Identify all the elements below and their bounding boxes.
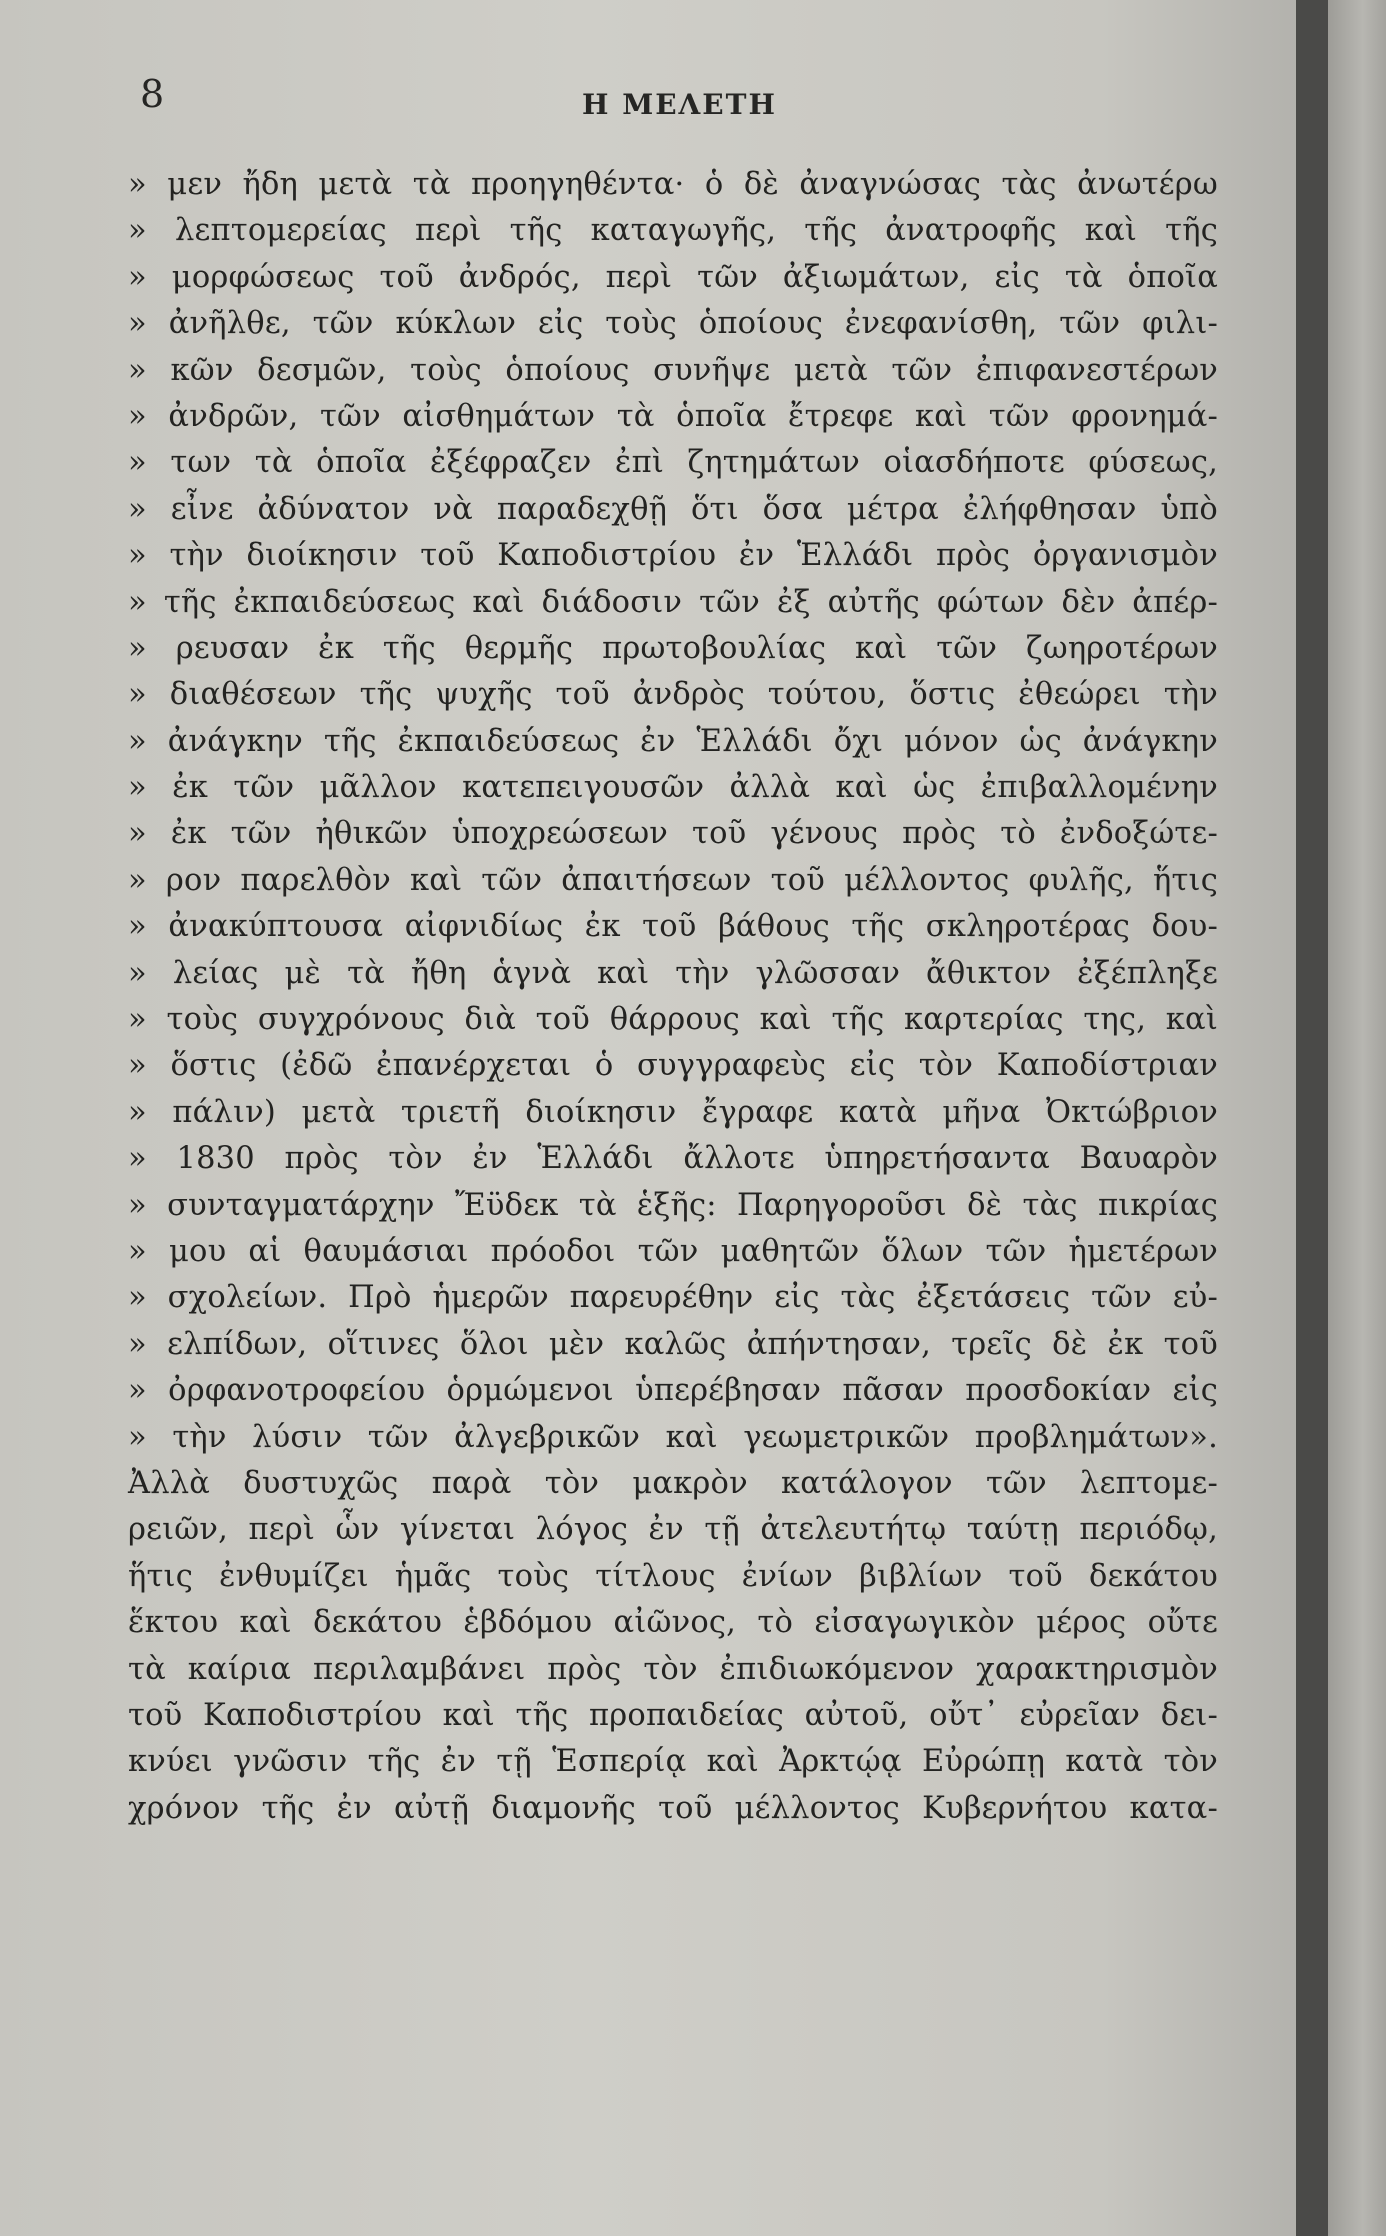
text-line: » συνταγματάρχην Ἔϋδεκ τὰ ἑξῆς: Παρηγοροῦσι δὲ τὰς πικρίας xyxy=(128,1187,1218,1223)
text-line: » ρον παρελθὸν καὶ τῶν ἀπαιτήσεων τοῦ μέλλοντος φυλῆς, ἥτις xyxy=(128,862,1218,898)
text-line: » τὴν διοίκησιν τοῦ Καποδιστρίου ἐν Ἑλλάδι πρὸς ὀργανισμὸν xyxy=(128,538,1218,574)
text-line: » μεν ἤδη μετὰ τὰ προηγηθέντα· ὁ δὲ ἀναγνώσας τὰς ἀνωτέρω xyxy=(128,167,1218,202)
text-line: » μορφώσεως τοῦ ἀνδρός, περὶ τῶν ἀξιωμάτων, εἰς τὰ ὁποῖα xyxy=(128,259,1218,295)
text-line: χρόνον τῆς ἐν αὐτῇ διαμονῆς τοῦ μέλλοντος Κυβερνήτου κατα- xyxy=(128,1790,1218,1826)
text-line: ἕκτου καὶ δεκάτου ἑβδόμου αἰῶνος, τὸ εἰσαγωγικὸν μέρος οὔτε xyxy=(128,1605,1218,1641)
text-line: » τῆς ἐκπαιδεύσεως καὶ διάδοσιν τῶν ἐξ αὐτῆς φώτων δὲν ἀπέρ- xyxy=(128,584,1218,620)
text-line: » πάλιν) μετὰ τριετῆ διοίκησιν ἔγραφε κατὰ μῆνα Ὀκτώβριον xyxy=(128,1094,1218,1130)
text-line: » ἀνακύπτουσα αἰφνιδίως ἐκ τοῦ βάθους τῆς σκληροτέρας δου- xyxy=(128,909,1218,945)
text-line: » μου αἱ θαυμάσιαι πρόοδοι τῶν μαθητῶν ὅλων τῶν ἡμετέρων xyxy=(128,1233,1218,1269)
text-line: ἥτις ἐνθυμίζει ἡμᾶς τοὺς τίτλους ἐνίων βιβλίων τοῦ δεκάτου xyxy=(128,1558,1218,1594)
text-line: » ἀνδρῶν, τῶν αἰσθημάτων τὰ ὁποῖα ἔτρεφε καὶ τῶν φρονημά- xyxy=(128,398,1218,434)
text-line: » ὀρφανοτροφείου ὁρμώμενοι ὑπερέβησαν πᾶσαν προσδοκίαν εἰς xyxy=(128,1373,1218,1409)
facing-page-edge xyxy=(1328,0,1386,2236)
running-head xyxy=(0,72,1296,122)
text-line: » ὅστις (ἐδῶ ἐπανέρχεται ὁ συγγραφεὺς εἰς τὸν Καποδίστριαν xyxy=(128,1048,1218,1084)
text-line: » ἀνῆλθε, τῶν κύκλων εἰς τοὺς ὁποίους ἐνεφανίσθη, τῶν φιλι- xyxy=(128,306,1218,342)
text-line: » 1830 πρὸς τὸν ἐν Ἑλλάδι ἄλλοτε ὑπηρετήσαντα Βαυαρὸν xyxy=(128,1141,1218,1177)
text-line: » ἐκ τῶν ἠθικῶν ὑποχρεώσεων τοῦ γένους πρὸς τὸ ἐνδοξώτε- xyxy=(128,816,1218,852)
text-line: » εἶνε ἀδύνατον νὰ παραδεχθῇ ὅτι ὅσα μέτρα ἐλήφθησαν ὑπὸ xyxy=(128,491,1218,527)
text-line: » ἐκ τῶν μᾶλλον κατεπειγουσῶν ἀλλὰ καὶ ὡς ἐπιβαλλομένην xyxy=(128,770,1218,806)
text-line: » κῶν δεσμῶν, τοὺς ὁποίους συνῆψε μετὰ τῶν ἐπιφανεστέρων xyxy=(128,352,1218,388)
page-number: 8 xyxy=(140,72,165,116)
text-line: Ἀλλὰ δυστυχῶς παρὰ τὸν μακρὸν κατάλογον τῶν λεπτομε- xyxy=(128,1465,1218,1501)
text-line: » ρευσαν ἐκ τῆς θερμῆς πρωτοβουλίας καὶ τῶν ζωηροτέρων xyxy=(128,630,1218,666)
running-title: Η ΜΕΛΕΤΗ xyxy=(582,88,777,121)
book-gutter xyxy=(1296,0,1328,2236)
text-line: » διαθέσεων τῆς ψυχῆς τοῦ ἀνδρὸς τούτου, ὅστις ἐθεώρει τὴν xyxy=(128,677,1218,713)
text-line: » λείας μὲ τὰ ἤθη ἁγνὰ καὶ τὴν γλῶσσαν ἄθικτον ἐξέπληξε xyxy=(128,955,1218,991)
text-line: τὰ καίρια περιλαμβάνει πρὸς τὸν ἐπιδιωκόμενον χαρακτηρισμὸν xyxy=(128,1651,1218,1687)
text-line: » των τὰ ὁποῖα ἐξέφραζεν ἐπὶ ζητημάτων οἱασδήποτε φύσεως, xyxy=(128,445,1218,481)
text-line: » ελπίδων, οἵτινες ὅλοι μὲν καλῶς ἀπήντησαν, τρεῖς δὲ ἐκ τοῦ xyxy=(128,1326,1218,1362)
text-line: » λεπτομερείας περὶ τῆς καταγωγῆς, τῆς ἀνατροφῆς καὶ τῆς xyxy=(128,213,1218,249)
text-line: » τοὺς συγχρόνους διὰ τοῦ θάρρους καὶ τῆς καρτερίας της, καὶ xyxy=(128,1002,1218,1038)
text-line: » σχολείων. Πρὸ ἡμερῶν παρευρέθην εἰς τὰς ἐξετάσεις τῶν εὐ- xyxy=(128,1280,1218,1316)
text-line: κνύει γνῶσιν τῆς ἐν τῇ Ἑσπερίᾳ καὶ Ἀρκτῴᾳ Εὐρώπῃ κατὰ τὸν xyxy=(128,1744,1218,1780)
body-text xyxy=(128,162,1218,1832)
text-line: τοῦ Καποδιστρίου καὶ τῆς προπαιδείας αὐτοῦ, οὔτ᾽ εὐρεῖαν δει- xyxy=(128,1697,1218,1733)
text-line: » ἀνάγκην τῆς ἐκπαιδεύσεως ἐν Ἑλλάδι ὄχι μόνον ὡς ἀνάγκην xyxy=(128,723,1218,759)
text-line: » τὴν λύσιν τῶν ἀλγεβρικῶν καὶ γεωμετρικῶν προβλημάτων». xyxy=(128,1419,1218,1455)
text-line: ρειῶν, περὶ ὧν γίνεται λόγος ἐν τῇ ἀτελευτήτῳ ταύτῃ περιόδῳ, xyxy=(128,1512,1218,1548)
